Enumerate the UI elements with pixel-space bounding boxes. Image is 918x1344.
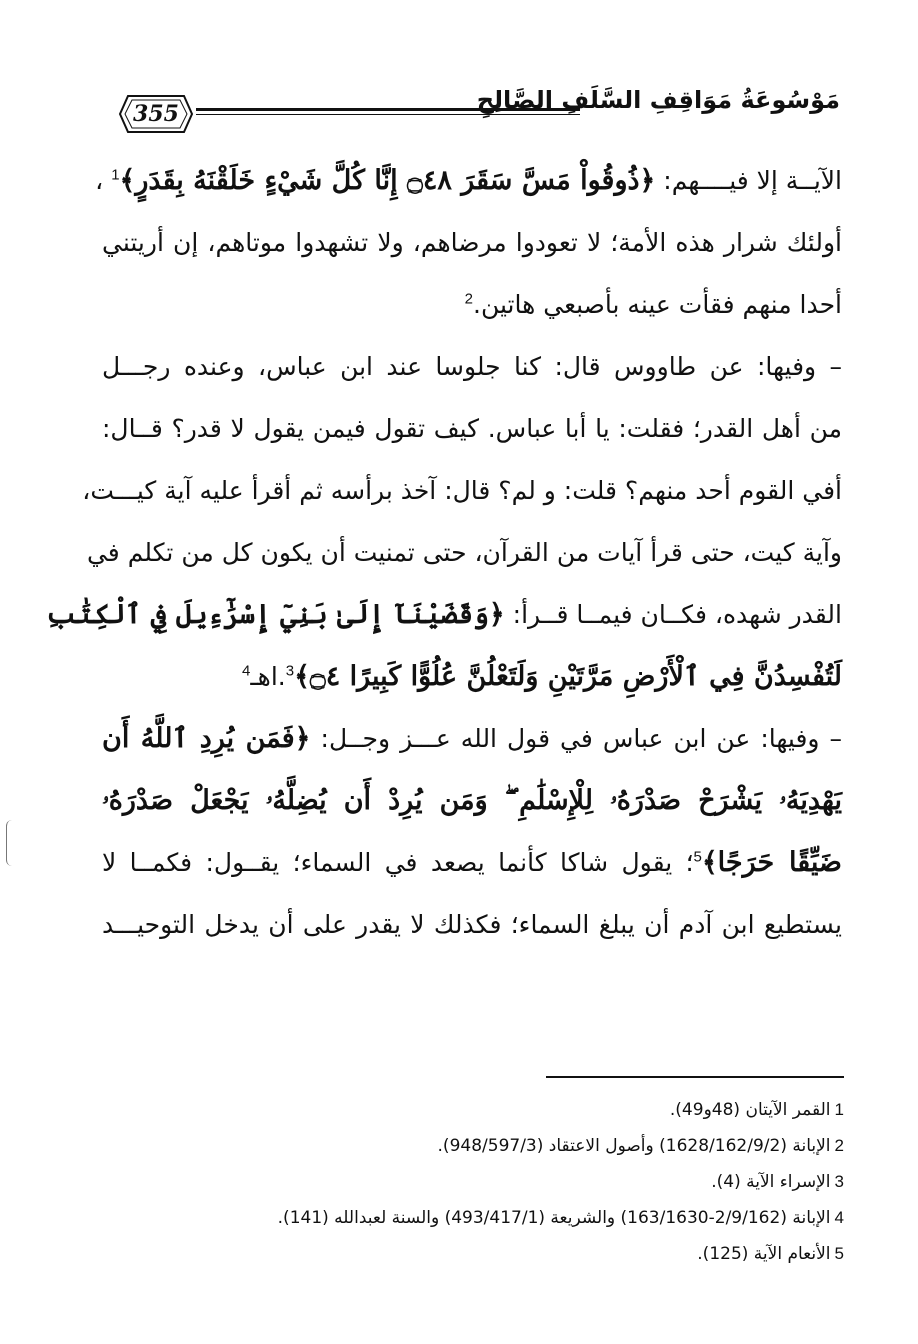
- quran-verse: لَتُفْسِدُنَّ فِي ٱلْأَرْضِ مَرَّتَيْنِ وَلَتَعْلُنَّ عُلُوًّا كَبِيرًا ۝٤﴾: [294, 661, 842, 692]
- footnote-item: [102, 1236, 844, 1272]
- footnote-text: القمر الآيتان (48و49).: [669, 1100, 831, 1120]
- footnote-number: 3: [834, 1172, 844, 1191]
- footnote-text: الإبانة (1628/162/9/2) وأصول الاعتقاد (948/597/3).: [437, 1136, 831, 1156]
- footnote-ref[interactable]: 1: [111, 166, 120, 184]
- footnote-ref[interactable]: 5: [693, 848, 702, 866]
- text-segment: – وفيها: عن ابن عباس في قول الله عـــز وجــل:: [310, 724, 842, 753]
- footnote-number: 5: [834, 1244, 844, 1263]
- text-segment: القدر شهده، فكــان فيمــا قــرأ:: [504, 600, 842, 629]
- footnote-ref[interactable]: 4: [241, 662, 251, 680]
- quran-verse: ﴿ذُوقُواْ مَسَّ سَقَرَ ۝٤٨ إِنَّا كُلَّ شَيْءٍ خَلَقْنَهُ بِقَدَرٍ﴾: [119, 165, 656, 196]
- scan-margin-mark: [6, 820, 13, 866]
- text-line: [102, 770, 842, 832]
- footnote-item: [102, 1200, 844, 1236]
- footnote-number: 4: [834, 1208, 844, 1227]
- footnote-number: 1: [834, 1100, 844, 1119]
- text-line: [102, 832, 842, 894]
- footnote-item: [102, 1128, 844, 1164]
- text-line: [102, 274, 842, 336]
- text-line: أولئك شرار هذه الأمة؛ لا تعودوا مرضاهم، ولا تشهدوا موتاهم، إن أريتني: [102, 228, 842, 257]
- footnote-text: الإبانة (2/9/162-163/1630) والشريعة (493/417/1) والسنة لعبدالله (141).: [277, 1208, 831, 1228]
- text-line: وآية كيت، حتى قرأ آيات من القرآن، حتى تمنيت أن يكون كل من تكلم في: [86, 538, 842, 567]
- quran-verse: يَهْدِيَهُۥ يَشْرَحْ صَدْرَهُۥ لِلْإِسْلَٰمِ ۖ وَمَن يُرِدْ أَن يُضِلَّهُۥ يَجْعَلْ صَدْرَهُۥ: [102, 785, 842, 816]
- text-line: [46, 584, 842, 646]
- text-line: أفي القوم أحد منهم؟ قلت: و لم؟ قال: آخذ برأسه ثم أقرأ عليه آية كيـــت،: [82, 476, 842, 505]
- text-line: من أهل القدر؛ فقلت: يا أبا عباس. كيف تقول فيمن يقول لا قدر؟ قــال:: [102, 414, 842, 443]
- text-segment: ،: [95, 166, 104, 195]
- main-text: [46, 150, 842, 956]
- text-segment: أحدا منهم فقأت عينه بأصبعي هاتين.: [473, 290, 842, 319]
- text-line: – وفيها: عن طاووس قال: كنا جلوسا عند ابن عباس، وعنده رجـــل: [102, 352, 842, 381]
- quran-verse: ﴿وَقَضَيْنَآ إِلَىٰ بَنِيٓ إِسْرَٰٓءِيلَ فِي ٱلْكِتَٰبِ: [46, 599, 505, 630]
- text-line: [102, 708, 842, 770]
- page-header: [100, 78, 840, 152]
- text-line: [102, 646, 842, 708]
- text-line: [95, 150, 842, 212]
- footnote-item: [102, 1092, 844, 1128]
- footnote-separator: [546, 1076, 844, 1078]
- footnote-ref[interactable]: 2: [464, 290, 474, 308]
- page-number: 355: [133, 101, 179, 127]
- page-number-badge: [118, 92, 194, 136]
- footnote-item: [102, 1164, 844, 1200]
- quran-verse: ضَيِّقًا حَرَجًا﴾: [701, 847, 842, 878]
- text-segment: .اهـ: [250, 662, 286, 691]
- book-title: مَوْسُوعَةُ مَوَاقِفِ السَّلَفِ الصَّالِحِ: [476, 86, 840, 114]
- footnote-text: الإسراء الآية (4).: [711, 1172, 831, 1192]
- footnote-text: الأنعام الآية (125).: [697, 1244, 831, 1264]
- quran-verse: ﴿فَمَن يُرِدِ ٱللَّهُ أَن: [102, 723, 311, 754]
- footnote-number: 2: [834, 1136, 844, 1155]
- text-line: يستطيع ابن آدم أن يبلغ السماء؛ فكذلك لا يقدر على أن يدخل التوحيـــد: [102, 910, 842, 939]
- footnotes: [102, 1092, 844, 1272]
- text-segment: ؛ يقول شاكا كأنما يصعد في السماء؛ يقــول: فكمــا لا: [102, 848, 694, 877]
- footnote-ref[interactable]: 3: [285, 662, 295, 680]
- text-segment: الآيــة إلا فيــــهم:: [655, 166, 842, 195]
